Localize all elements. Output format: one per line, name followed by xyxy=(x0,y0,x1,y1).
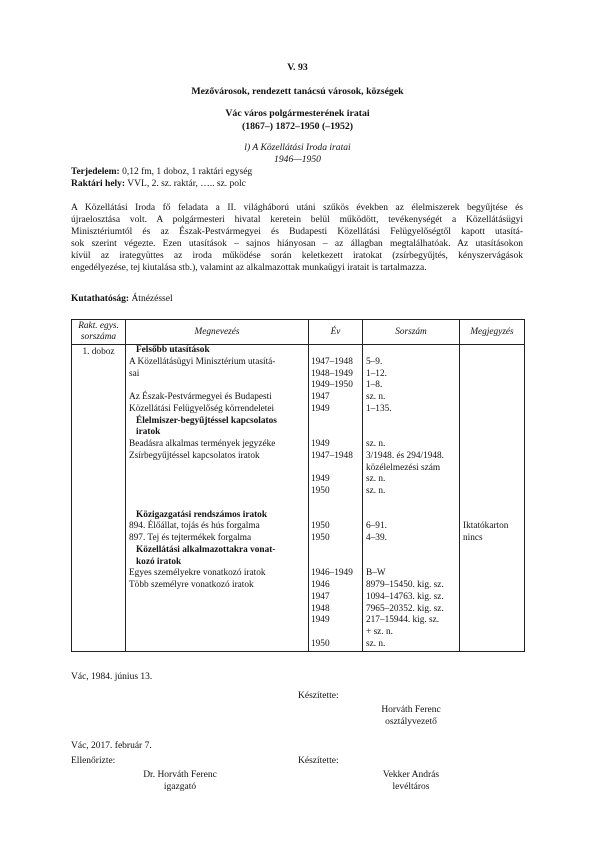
item-number: 3/1948. és 294/1948. xyxy=(366,450,444,461)
section-heading: Közellátási alkalmazottakra vonat- xyxy=(136,544,276,555)
item-year xyxy=(309,498,362,510)
section-heading: Felsőbb utasítások xyxy=(136,345,210,355)
item-number: közélelmezési szám xyxy=(366,462,441,473)
note-line xyxy=(460,463,524,475)
description-line: Minisztériumtól és az Észak-Pestvármegyei és Budapesti Közellátási Felügyelőségtől kapott utasítá- xyxy=(71,226,523,237)
item-name: 897. Tej és tejtermékek forgalma xyxy=(129,533,252,543)
item-number xyxy=(363,345,459,357)
item-name xyxy=(126,639,308,651)
item-number: 5–9. xyxy=(366,356,383,367)
item-name: A Közellátásügyi Minisztérium utasítá- xyxy=(129,356,276,367)
item-year: 1949 xyxy=(311,403,330,414)
item-number: 7965–20352. kig. sz. xyxy=(366,603,444,614)
note-line xyxy=(460,568,524,580)
item-year: 1947–1948 xyxy=(311,356,353,367)
item-number xyxy=(363,416,459,428)
preparer-name-2: Vekker András xyxy=(382,770,440,780)
register-table xyxy=(71,319,525,652)
note-line xyxy=(460,510,524,522)
item-year xyxy=(309,557,362,569)
section-heading: Közigazgatási rendszámos iratok xyxy=(136,509,268,520)
item-name: Egyes személyekre vonatkozó iratok xyxy=(129,568,266,579)
item-year: 1950 xyxy=(311,533,330,543)
extent-label: Terjedelem: xyxy=(71,167,120,177)
item-year: 1949 xyxy=(311,474,330,485)
item-number xyxy=(363,427,459,439)
item-year xyxy=(309,545,362,557)
header-name: Megnevezés xyxy=(126,320,309,345)
item-year xyxy=(309,345,362,357)
item-year xyxy=(309,416,362,428)
name-cell xyxy=(126,345,309,652)
note-line xyxy=(460,627,524,639)
item-number: 4–39. xyxy=(366,533,387,543)
item-name xyxy=(126,463,308,475)
date-1984: Vác, 1984. június 13. xyxy=(71,672,153,682)
note-line xyxy=(460,639,524,651)
item-number: 6–91. xyxy=(366,521,387,532)
extent-value: 0,12 fm, 1 doboz, 1 raktári egység xyxy=(119,167,253,177)
item-year: 1950 xyxy=(311,638,330,649)
item-name xyxy=(126,474,308,486)
description-line: A Közellátási Iroda fő feladata a II. világháború utáni szűkös években az élelmiszerek begyűjtése és xyxy=(71,203,523,213)
description-line: újraelosztása volt. A polgármesteri hivatal keretein belül működött, tevékenységét a Közellátásügyi xyxy=(71,214,523,225)
item-number: 8979–15450. kig. sz. xyxy=(366,580,444,590)
access-line xyxy=(71,294,173,304)
item-name xyxy=(126,604,308,616)
date-2017: Vác, 2017. február 7. xyxy=(71,741,152,751)
item-name: Zsírbegyűjtéssel kapcsolatos iratok xyxy=(129,450,260,461)
subfonds-title: l) A Közellátási Iroda iratai xyxy=(244,142,351,153)
table-row xyxy=(72,345,525,652)
item-number: 1–135. xyxy=(366,403,392,414)
item-year xyxy=(309,627,362,639)
item-name xyxy=(126,615,308,627)
note-line xyxy=(460,380,524,392)
note-line xyxy=(460,592,524,604)
table-header-row xyxy=(72,320,525,345)
item-name xyxy=(126,592,308,604)
item-name: sai xyxy=(129,368,140,379)
item-number xyxy=(363,498,459,510)
location-line xyxy=(71,179,246,189)
location-label: Raktári hely: xyxy=(71,179,126,189)
note-line xyxy=(460,580,524,592)
category-title: Mezővárosok, rendezett tanácsú városok, községek xyxy=(191,86,404,97)
note-line xyxy=(460,345,524,357)
note-line xyxy=(460,498,524,510)
year-cell xyxy=(309,345,363,652)
checker-name: Dr. Horváth Ferenc xyxy=(143,770,217,780)
description-paragraph xyxy=(71,203,523,274)
section-heading: iratok xyxy=(136,427,161,438)
header-year: Év xyxy=(309,320,363,345)
item-name: Beadásra alkalmas termények jegyzéke xyxy=(129,439,276,449)
item-year: 1948 xyxy=(311,603,330,614)
item-year: 1950 xyxy=(311,521,330,532)
item-year: 1949 xyxy=(311,615,330,626)
item-number xyxy=(363,557,459,569)
preparer-role-1: osztályvezető xyxy=(385,717,437,727)
section-heading: Élelmiszer-begyűjtéssel kapcsolatos xyxy=(136,415,277,426)
item-number: sz. n. xyxy=(366,486,386,496)
item-name xyxy=(126,380,308,392)
item-year xyxy=(309,463,362,475)
item-name xyxy=(126,498,308,510)
checked-label: Ellenőrizte: xyxy=(71,756,116,766)
prepared-label-2: Készítette: xyxy=(298,756,339,766)
header-unit: Rakt. egys. sorszáma xyxy=(72,320,126,345)
preparer-name-1: Horváth Ferenc xyxy=(381,705,441,715)
item-number xyxy=(363,510,459,522)
item-number: B–W xyxy=(366,568,386,579)
note-line xyxy=(460,416,524,428)
item-year: 1946 xyxy=(311,580,330,590)
checker-role: igazgató xyxy=(163,782,197,792)
note-line xyxy=(460,427,524,439)
description-line: sok szerint végezte. Ezen utasítások – sajnos hiányosan – az állagban megtalálhatóak. Az utasításokon xyxy=(71,238,523,249)
fonds-years: (1867–) 1872–1950 (–1952) xyxy=(241,121,354,132)
item-number xyxy=(363,545,459,557)
note-line xyxy=(460,451,524,463)
note-line xyxy=(460,357,524,369)
note-line xyxy=(460,369,524,381)
item-year: 1946–1949 xyxy=(311,568,353,579)
document-code: V. 93 xyxy=(287,62,308,73)
description-line: engedélyezése, tej kiutalása stb.), valamint az alkalmazottak munkaügyi iratait is tartalmazza. xyxy=(71,262,427,273)
item-number: sz. n. xyxy=(366,439,386,449)
item-number: 217–15944. kig. sz. xyxy=(366,615,440,626)
item-year xyxy=(309,427,362,439)
extent-line xyxy=(71,167,252,177)
item-name: 894. Élőállat, tojás és hús forgalma xyxy=(129,521,260,532)
item-number: sz. n. xyxy=(366,638,386,649)
note-line xyxy=(460,615,524,627)
number-cell xyxy=(363,345,460,652)
header-number: Sorszám xyxy=(363,320,460,345)
access-label: Kutathatóság: xyxy=(71,294,130,304)
section-heading: kozó iratok xyxy=(136,556,182,567)
item-number: + sz. n. xyxy=(366,627,393,637)
item-year xyxy=(309,510,362,522)
note-line xyxy=(460,474,524,486)
item-year: 1949 xyxy=(311,439,330,449)
location-value: VVL, 2. sz. raktár, ….. sz. polc xyxy=(125,179,246,189)
access-value: Átnézéssel xyxy=(129,294,173,304)
prepared-label-1: Készítette: xyxy=(298,691,339,701)
item-year: 1950 xyxy=(311,486,330,496)
header-note: Megjegyzés xyxy=(460,320,525,345)
description-line: kívül az irategyüttes az iroda működése során keletkezett iratokat (zsírbegyűjtés, kényszervágások xyxy=(71,250,523,261)
item-name xyxy=(126,486,308,498)
preparer-role-2: levéltáros xyxy=(392,782,430,792)
item-number: 1–12. xyxy=(366,368,387,379)
note-line xyxy=(460,604,524,616)
item-number: 1–8. xyxy=(366,380,383,391)
note-line xyxy=(460,545,524,557)
note-line xyxy=(460,439,524,451)
note-line xyxy=(460,557,524,569)
item-number: 1094–14763. kig. sz. xyxy=(366,591,444,602)
note-line: nincs xyxy=(463,533,483,543)
item-year: 1948–1949 xyxy=(311,368,353,379)
item-year: 1947–1948 xyxy=(311,450,353,461)
note-line xyxy=(460,486,524,498)
item-year: 1949–1950 xyxy=(311,380,353,391)
item-year: 1947 xyxy=(311,392,330,402)
item-number: sz. n. xyxy=(366,392,386,402)
note-line xyxy=(460,404,524,416)
item-number: sz. n. xyxy=(366,474,386,485)
unit-cell: 1. doboz xyxy=(72,345,126,652)
item-name: Több személyre vonatkozó iratok xyxy=(129,580,254,590)
item-name: Közellátási Felügyelőség körrendeletei xyxy=(129,403,275,414)
item-name xyxy=(126,627,308,639)
item-year: 1947 xyxy=(311,591,330,602)
note-line xyxy=(460,392,524,404)
note-line: Iktatókarton xyxy=(463,521,509,532)
item-name: Az Észak-Pestvármegyei és Budapesti xyxy=(129,392,272,402)
subfonds-years: 1946—1950 xyxy=(274,154,321,165)
note-cell xyxy=(460,345,525,652)
fonds-title: Vác város polgármesterének iratai xyxy=(225,108,370,119)
